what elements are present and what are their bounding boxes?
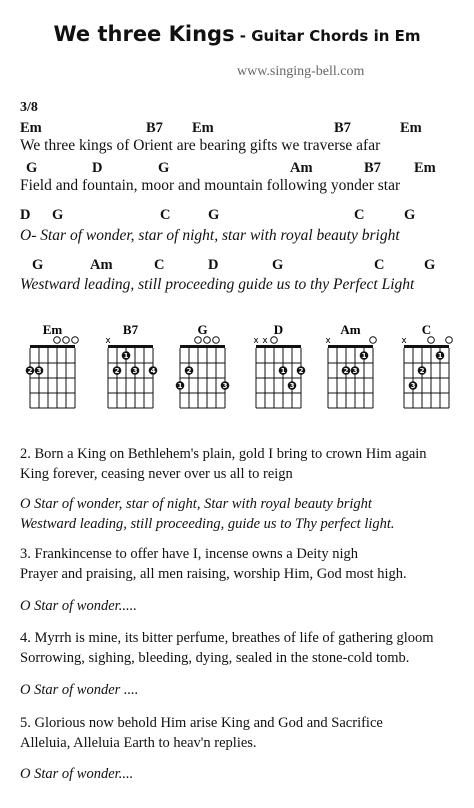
chord: G — [404, 207, 416, 223]
finger-number: 4 — [150, 367, 156, 376]
nut — [108, 345, 153, 348]
chord-diagram-svg — [174, 322, 238, 412]
site-url: www.singing-bell.com — [237, 64, 365, 79]
finger-number: 2 — [343, 367, 349, 376]
chord: Em — [414, 160, 436, 176]
verse-5 — [20, 713, 383, 753]
finger-number: 1 — [280, 367, 286, 376]
open-string-marker — [195, 337, 202, 344]
verse-line: Westward leading, still proceeding, guide us to Thy perfect light. — [20, 516, 395, 532]
chord: Em — [400, 120, 422, 136]
chord: Am — [290, 160, 313, 176]
chord-row-3 — [0, 207, 474, 225]
chorus-ref-1 — [20, 596, 137, 616]
chord: Em — [20, 120, 42, 136]
verse-line: Alleluia, Alleluia Earth to heav'n replies. — [20, 735, 257, 751]
chord-row-2 — [0, 160, 474, 178]
chord: D — [208, 257, 219, 273]
open-string-marker — [446, 337, 453, 344]
open-string-marker — [204, 337, 211, 344]
chord-diagram-svg — [24, 322, 88, 412]
open-string-marker — [54, 337, 61, 344]
verse-line: 3. Frankincense to offer have I, incense owns a Deity nigh — [20, 546, 358, 562]
chord: G — [424, 257, 436, 273]
chord: D — [20, 207, 31, 223]
verse-line: O Star of wonder..... — [20, 598, 137, 614]
chord: B7 — [146, 120, 163, 136]
chord-name: B7 — [122, 322, 139, 337]
open-string-marker — [271, 337, 278, 344]
chorus-ref-2 — [20, 680, 138, 700]
time-signature: 3/8 — [20, 100, 38, 115]
chord-name: Am — [340, 322, 361, 337]
finger-number: 3 — [352, 367, 358, 376]
chord-name: Em — [42, 322, 63, 337]
finger-number: 2 — [114, 367, 120, 376]
lyric-line-3: O- Star of wonder, star of night, star with royal beauty bright — [20, 227, 400, 244]
chord-diagram-d — [250, 322, 314, 412]
verse-line: O Star of wonder, star of night, Star with royal beauty bright — [20, 496, 372, 512]
chord: C — [154, 257, 165, 273]
chord-diagram-svg — [398, 322, 462, 412]
chord: Am — [90, 257, 113, 273]
open-string-marker — [63, 337, 70, 344]
chord-diagram-svg — [322, 322, 386, 412]
muted-string-marker: x — [325, 336, 331, 346]
finger-number: 3 — [410, 382, 416, 391]
chord-diagram-svg — [250, 322, 314, 412]
finger-number: 3 — [36, 367, 42, 376]
nut — [404, 345, 449, 348]
verse-line: Sorrowing, sighing, bleeding, dying, sealed in the stone-cold tomb. — [20, 650, 410, 666]
lyric-line-1: We three kings of Orient are bearing gifts we traverse afar — [20, 137, 381, 154]
muted-string-marker: x — [105, 336, 111, 346]
chord-diagram-c — [398, 322, 462, 412]
chord: B7 — [334, 120, 351, 136]
finger-number: 3 — [132, 367, 138, 376]
finger-number: 1 — [177, 382, 183, 391]
verse-line: 5. Glorious now behold Him arise King and God and Sacrifice — [20, 715, 383, 731]
verse-line: King forever, ceasing never over us all to reign — [20, 466, 293, 482]
verse-line: Prayer and praising, all men raising, worship Him, God most high. — [20, 566, 407, 582]
finger-number: 1 — [123, 352, 129, 361]
verse-4 — [20, 628, 434, 668]
muted-string-marker: x — [262, 336, 268, 346]
chord-diagram-am — [322, 322, 386, 412]
finger-number: 2 — [419, 367, 425, 376]
chord: B7 — [364, 160, 381, 176]
open-string-marker — [428, 337, 435, 344]
song-title-sub: - Guitar Chords in Em — [234, 27, 421, 45]
song-title — [0, 22, 474, 46]
chord: G — [158, 160, 170, 176]
chord-name: C — [421, 322, 432, 337]
verse-line: O Star of wonder .... — [20, 682, 139, 698]
chord: G — [26, 160, 38, 176]
lyric-line-4: Westward leading, still proceeding guide us to thy Perfect Light — [20, 276, 415, 293]
chord: C — [160, 207, 171, 223]
open-string-marker — [213, 337, 220, 344]
finger-number: 2 — [27, 367, 33, 376]
verse-3 — [20, 544, 407, 584]
chord-name: D — [273, 322, 284, 337]
chord-diagrams — [0, 322, 474, 412]
chord: C — [374, 257, 385, 273]
finger-number: 1 — [361, 352, 367, 361]
nut — [328, 345, 373, 348]
chord: G — [32, 257, 44, 273]
verse-line: O Star of wonder.... — [20, 766, 134, 782]
chord: Em — [192, 120, 214, 136]
chord: G — [272, 257, 284, 273]
finger-number: 2 — [298, 367, 304, 376]
muted-string-marker: x — [401, 336, 407, 346]
chord: G — [208, 207, 220, 223]
finger-number: 2 — [186, 367, 192, 376]
chord-row-4 — [0, 257, 474, 275]
song-title-main: We three Kings — [53, 22, 235, 46]
chord: D — [92, 160, 103, 176]
chord-name: G — [197, 322, 208, 337]
chord-diagram-b7 — [102, 322, 166, 412]
lyric-line-2: Field and fountain, moor and mountain following yonder star — [20, 177, 401, 194]
verse-line: 2. Born a King on Bethlehem's plain, gold I bring to crown Him again — [20, 446, 427, 462]
chord-row-1 — [0, 120, 474, 138]
chord: C — [354, 207, 365, 223]
finger-number: 1 — [437, 352, 443, 361]
nut — [30, 345, 75, 348]
finger-number: 3 — [222, 382, 228, 391]
chord-diagram-em — [24, 322, 88, 412]
verse-2 — [20, 444, 427, 484]
chorus-repeat — [20, 494, 395, 534]
chord-diagram-g — [174, 322, 238, 412]
open-string-marker — [72, 337, 79, 344]
chord: G — [52, 207, 64, 223]
chord-diagram-svg — [102, 322, 166, 412]
nut — [180, 345, 225, 348]
open-string-marker — [370, 337, 377, 344]
muted-string-marker: x — [253, 336, 259, 346]
finger-number: 3 — [289, 382, 295, 391]
verse-line: 4. Myrrh is mine, its bitter perfume, breathes of life of gathering gloom — [20, 630, 434, 646]
chorus-ref-3 — [20, 764, 133, 784]
